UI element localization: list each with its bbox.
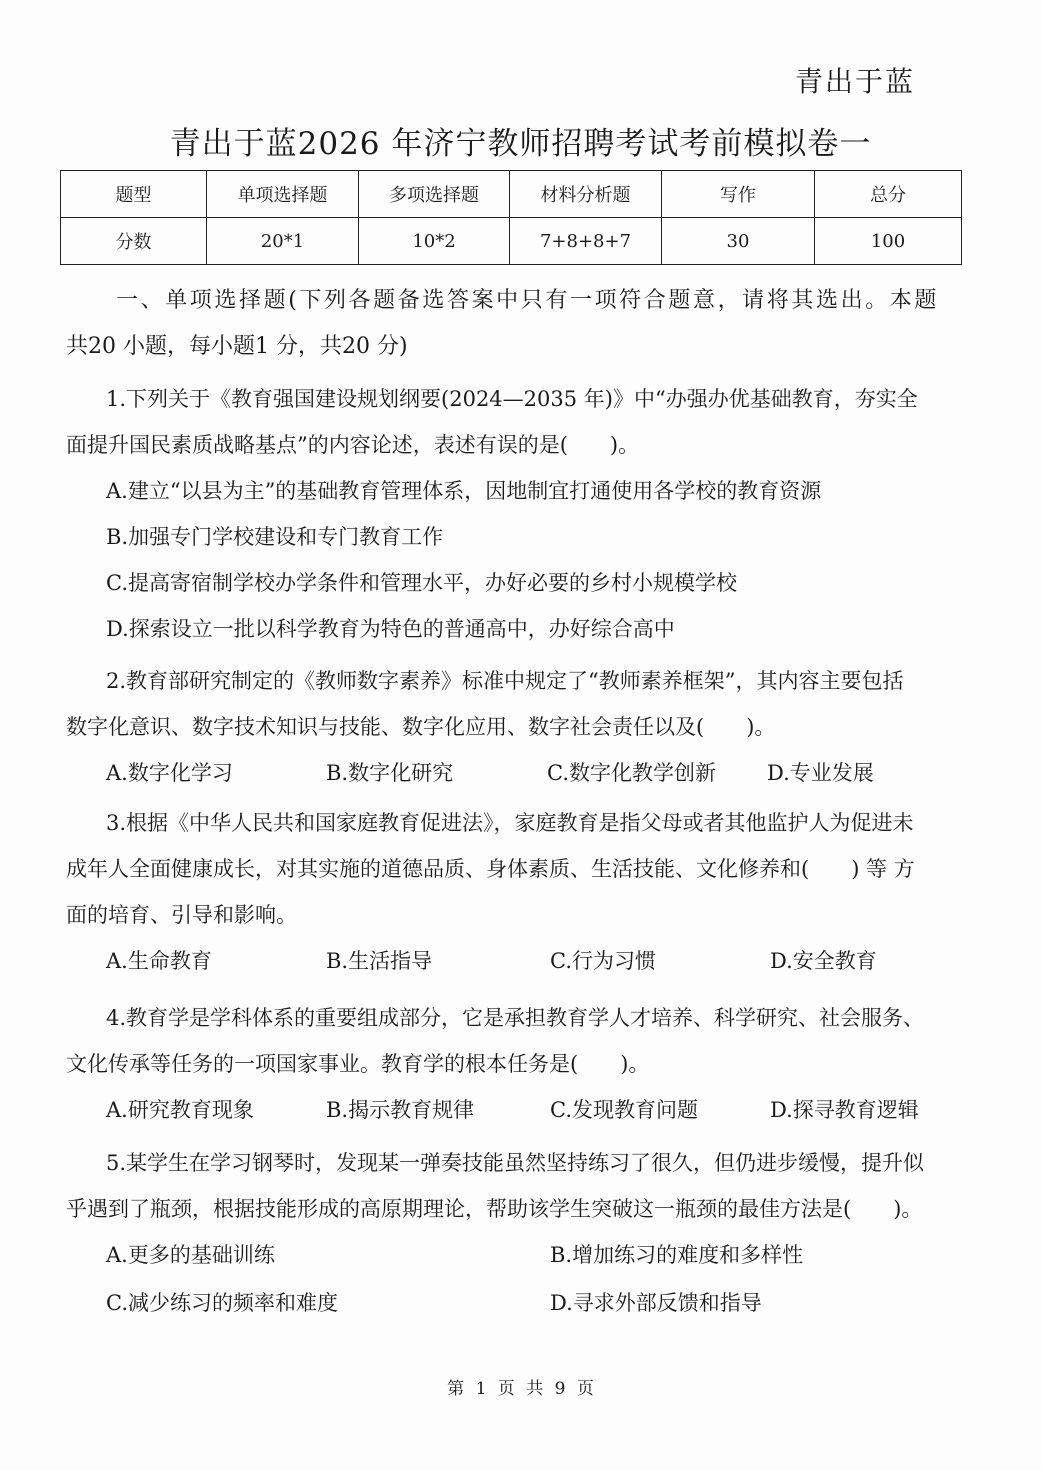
page-title: 青出于蓝2026 年济宁教师招聘考试考前模拟卷一 xyxy=(169,126,872,162)
question-stem-line: 乎遇到了瓶颈，根据技能形成的高原期理论，帮助该学生突破这一瓶颈的最佳方法是( )。 xyxy=(66,1197,923,1221)
score-header-cell: 材料分析题 xyxy=(510,171,662,218)
question-stem-line: 3.根据《中华人民共和国家庭教育促进法》，家庭教育是指父母或者其他监护人为促进未 xyxy=(106,811,914,835)
score-value-cell: 10*2 xyxy=(359,218,510,265)
option-row xyxy=(66,1087,966,1133)
option-b: B.数字化研究 xyxy=(326,761,454,785)
option-d: D.安全教育 xyxy=(770,949,877,973)
question-stem-line: 成年人全面健康成长，对其实施的道德品质、身体素质、生活技能、文化修养和( ) 等 方 xyxy=(66,857,915,881)
question-1 xyxy=(66,376,966,652)
option-b: B.增加练习的难度和多样性 xyxy=(550,1243,804,1267)
option-d: D.寻求外部反馈和指导 xyxy=(550,1291,762,1315)
option-b: B.揭示教育规律 xyxy=(326,1098,475,1122)
question-stem-line: 面的培育、引导和影响。 xyxy=(66,903,297,927)
score-value-cell: 7+8+8+7 xyxy=(510,218,662,265)
option-c: C.发现教育问题 xyxy=(550,1098,698,1122)
option-row xyxy=(66,1280,966,1328)
score-value-cell: 100 xyxy=(815,218,962,265)
question-stem-line: 5.某学生在学习钢琴时，发现某一弹奏技能虽然坚持练习了很久，但仍进步缓慢，提升似 xyxy=(106,1151,925,1175)
question-4 xyxy=(66,995,966,1133)
question-stem-line: 面提升国民素质战略基点”的内容论述，表述有误的是( )。 xyxy=(66,433,640,457)
question-stem-line: 2.教育部研究制定的《教师数字素养》标准中规定了“教师素养框架”，其内容主要包括 xyxy=(106,669,904,693)
option-c: C.减少练习的频率和难度 xyxy=(106,1291,338,1315)
score-value-cell: 30 xyxy=(662,218,815,265)
question-stem-line: 1.下列关于《教育强国建设规划纲要(2024—2035 年)》中“办强办优基础教育，夯实全 xyxy=(106,387,918,411)
section-heading-line: 共20 小题，每小题1 分，共20 分) xyxy=(66,334,408,359)
score-value-cell: 分数 xyxy=(61,218,207,265)
option-d: D.专业发展 xyxy=(767,761,874,785)
page-number: 第 1 页 共 9 页 xyxy=(447,1379,594,1399)
score-value-cell: 20*1 xyxy=(207,218,359,265)
option-c: C.数字化教学创新 xyxy=(547,761,716,785)
question-3 xyxy=(66,800,966,984)
option-a: A.建立“以县为主”的基础教育管理体系，因地制宜打通使用各学校的教育资源 xyxy=(106,479,822,503)
section-heading xyxy=(66,278,958,370)
option-a: A.研究教育现象 xyxy=(106,1098,254,1122)
option-b: B.加强专门学校建设和专门教育工作 xyxy=(106,525,444,549)
score-header-cell: 单项选择题 xyxy=(207,171,359,218)
option-d: D.探索设立一批以科学教育为特色的普通高中，办好综合高中 xyxy=(106,617,675,641)
score-header-cell: 写作 xyxy=(662,171,815,218)
question-5 xyxy=(66,1140,966,1328)
option-row xyxy=(66,750,966,796)
option-row xyxy=(66,1232,966,1280)
option-d: D.探寻教育逻辑 xyxy=(770,1098,919,1122)
score-table-value-row xyxy=(61,218,962,265)
score-header-cell: 题型 xyxy=(61,171,207,218)
option-c: C.提高寄宿制学校办学条件和管理水平，办好必要的乡村小规模学校 xyxy=(106,571,737,595)
option-a: A.更多的基础训练 xyxy=(106,1243,275,1267)
option-a: A.生命教育 xyxy=(106,949,212,973)
question-stem-line: 文化传承等任务的一项国家事业。教育学的根本任务是( )。 xyxy=(66,1052,650,1076)
score-table xyxy=(60,170,962,265)
score-header-cell: 多项选择题 xyxy=(359,171,510,218)
section-heading-line: 一、单项选择题(下列各题备选答案中只有一项符合题意，请将其选出。本题 xyxy=(116,288,939,313)
brand-label: 青出于蓝 xyxy=(794,65,915,98)
option-a: A.数字化学习 xyxy=(106,761,233,785)
question-stem-line: 数字化意识、数字技术知识与技能、数字化应用、数字社会责任以及( )。 xyxy=(66,715,776,739)
option-b: B.生活指导 xyxy=(326,949,433,973)
question-stem-line: 4.教育学是学科体系的重要组成部分，它是承担教育学人才培养、科学研究、社会服务、 xyxy=(106,1006,925,1030)
option-c: C.行为习惯 xyxy=(550,949,656,973)
score-table-header-row xyxy=(61,171,962,218)
score-header-cell: 总分 xyxy=(815,171,962,218)
option-row xyxy=(66,938,966,984)
question-2 xyxy=(66,658,966,796)
